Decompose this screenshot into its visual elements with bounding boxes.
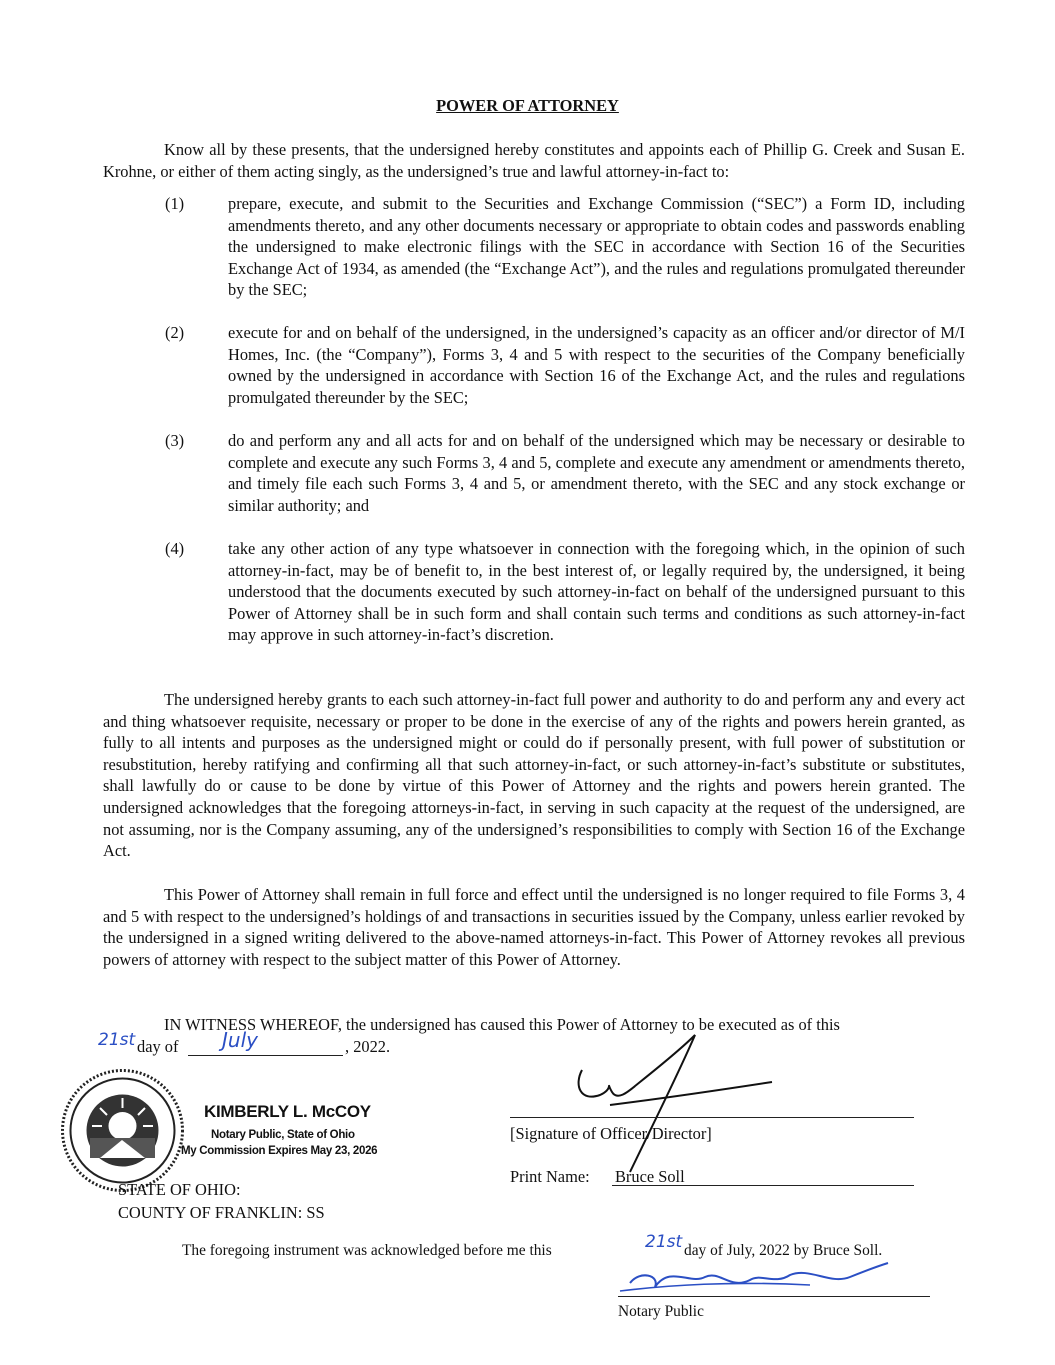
- county-label: COUNTY OF FRANKLIN: SS: [118, 1203, 325, 1222]
- officer-signature-icon: [560, 1030, 790, 1180]
- notary-line: [618, 1296, 930, 1297]
- list-item-text: execute for and on behalf of the undersigned, in the undersigned’s capacity as an officer and/or director of M/I Homes, Inc. (the “Company”), Forms 3, 4 and 5 with respect to the securities of the Company beneficially owned by the undersigned in accordance with Section 16 of the Exchange Act, and the rules and regulations promulgated thereunder by the SEC;: [228, 323, 965, 407]
- print-name-value: Bruce Soll: [615, 1167, 685, 1186]
- signature-line: [510, 1117, 914, 1118]
- intro-paragraph: Know all by these presents, that the undersigned hereby constitutes and appoints each of Phillip G. Creek and Susan E. Krohne, or either of them acting singly, as the undersigned’s true and lawful attorney-in-fact to:: [103, 140, 965, 181]
- list-item-text: prepare, execute, and submit to the Securities and Exchange Commission (“SEC”) a Form ID, including amendments thereto, and any other documents necessary or appropriate to obtain codes and passwords enabling the undersigned to make electronic filings with the SEC in accordance with Section 16 of the Securities Exchange Act of 1934, as amended (the “Exchange Act”), and the rules and regulations promulgated thereunder by the SEC;: [228, 194, 965, 300]
- list-item-text: do and perform any and all acts for and on behalf of the undersigned which may be necessary or desirable to complete and execute any such Forms 3, 4 and 5, complete and execute any amendment or amendments thereto, and timely file each such Forms 3, 4 and 5, or amendment thereto, with the SEC and any stock exchange or similar authority; and: [228, 431, 965, 515]
- witness-paragraph: IN WITNESS WHEREOF, the undersigned has caused this Power of Attorney to be executed as of this: [164, 1015, 840, 1034]
- notary-stamp-line1: Notary Public, State of Ohio: [211, 1129, 355, 1141]
- notary-signature-icon: [610, 1255, 900, 1305]
- handwritten-day: 21st: [98, 1030, 136, 1050]
- list-item-number: (2): [165, 323, 185, 342]
- state-label: STATE OF OHIO:: [118, 1180, 241, 1199]
- ack-handwritten-day: 21st: [645, 1232, 683, 1252]
- list-item-number: (1): [165, 194, 185, 213]
- list-item-number: (3): [165, 431, 185, 450]
- document-title: POWER OF ATTORNEY: [436, 96, 619, 115]
- list-item-text: take any other action of any type whatsoever in connection with the foregoing which, in the opinion of such attorney-in-fact, may be of benefit to, in the best interest of, or legally required by, the undersigned, it being understood that the documents executed by such attorney-in-fact on behalf of the undersigned pursuant to this Power of Attorney shall be in such form and shall contain such terms and conditions as such attorney-in-fact may approve in such attorney-in-fact’s discretion.: [228, 539, 965, 645]
- handwritten-month: July: [222, 1028, 258, 1052]
- month-line: [188, 1036, 343, 1056]
- force-paragraph: This Power of Attorney shall remain in full force and effect until the undersigned is no longer required to file Forms 3, 4 and 5 with respect to the undersigned’s holdings of and transactions in securities issued by the Company, unless earlier revoked by the undersigned in a signed writing delivered to the above-named attorneys-in-fact. This Power of Attorney revokes all previous powers of attorney with respect to the subject matter of this Power of Attorney.: [103, 885, 965, 969]
- date-year: , 2022.: [345, 1037, 391, 1056]
- notarial-seal-icon: [60, 1068, 185, 1193]
- date-day-label: day of: [137, 1037, 179, 1056]
- notary-stamp-name: KIMBERLY L. McCOY: [204, 1102, 371, 1121]
- grant-paragraph: The undersigned hereby grants to each such attorney-in-fact full power and authority to do and perform any and every act and thing whatsoever requisite, necessary or proper to be done in the exercise of any of the rights and powers herein granted, as fully to all intents and purposes as the undersigned might or could do if personally present, with full power of substitution or resubstitution, hereby ratifying and confirming all that such attorney-in-fact, or such attorney-in-fact’s substitute or substitutes, shall lawfully do or cause to be done by virtue of this Power of Attorney and the rights and powers herein granted. The undersigned acknowledges that the foregoing attorneys-in-fact, in serving in such capacity at the request of the undersigned, are not assuming, nor is the Company assuming, any of the undersigned’s responsibilities to comply with Section 16 of the Exchange Act.: [103, 690, 965, 861]
- signature-label: [Signature of Officer/Director]: [510, 1124, 712, 1143]
- ack-prefix: The foregoing instrument was acknowledged before me this: [182, 1242, 552, 1259]
- print-name-line: [612, 1185, 914, 1186]
- print-name-label: Print Name:: [510, 1167, 590, 1186]
- notary-stamp-line2: My Commission Expires May 23, 2026: [181, 1145, 378, 1157]
- notary-label: Notary Public: [618, 1303, 704, 1320]
- list-item-number: (4): [165, 539, 185, 558]
- ack-suffix: day of July, 2022 by Bruce Soll.: [684, 1242, 883, 1259]
